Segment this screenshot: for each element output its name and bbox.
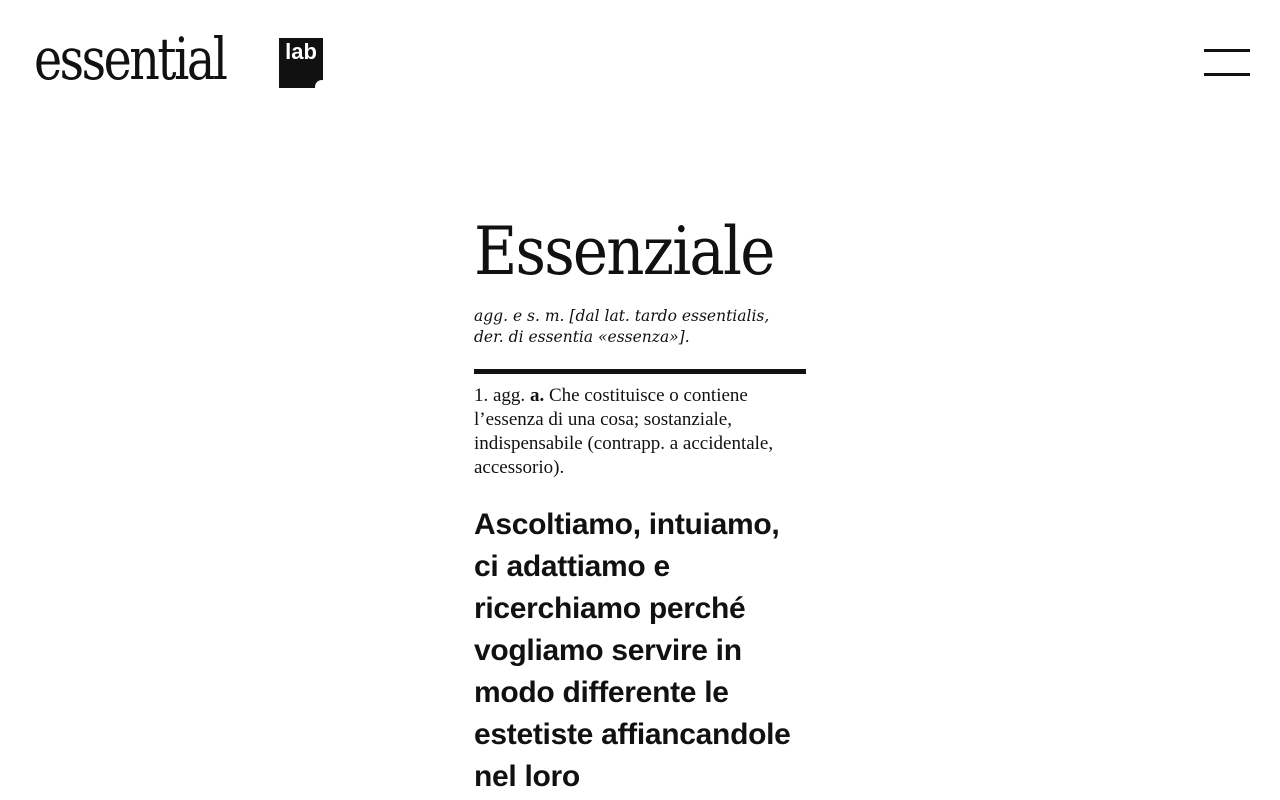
etymology-line-2: der. di essentia «essenza»]. xyxy=(474,328,690,346)
site-header xyxy=(0,0,1280,130)
logo[interactable] xyxy=(34,25,317,94)
logo-badge-label: lab xyxy=(285,39,317,64)
etymology-line-1: agg. e s. m. [dal lat. tardo essentialis, xyxy=(474,307,770,325)
manifesto-text: Ascoltiamo, intuiamo, ci adattiamo e ricerchiamo perché vogliamo servire in modo differente le estetiste affiancandole nel loro xyxy=(474,508,791,793)
dictionary-entry xyxy=(474,212,806,798)
entry-definition xyxy=(474,384,806,480)
sense-letter: a. xyxy=(529,385,545,406)
hamburger-icon-bar-bottom xyxy=(1204,73,1250,76)
logo-badge xyxy=(279,38,323,88)
hamburger-icon-bar-top xyxy=(1204,49,1250,52)
logo-wordmark: essential xyxy=(34,25,226,93)
entry-word: Essenziale xyxy=(474,213,774,290)
sense-text: Che costituisce o contiene l’essenza di una cosa; sostanziale, indispensabile (contrapp. a accidentale, accessorio). xyxy=(474,385,774,478)
divider-rule xyxy=(474,369,806,374)
hamburger-menu-button[interactable] xyxy=(1204,48,1250,78)
sense-number: 1. agg. xyxy=(474,385,526,406)
logo-badge-notch xyxy=(315,80,329,94)
entry-etymology xyxy=(474,306,806,348)
